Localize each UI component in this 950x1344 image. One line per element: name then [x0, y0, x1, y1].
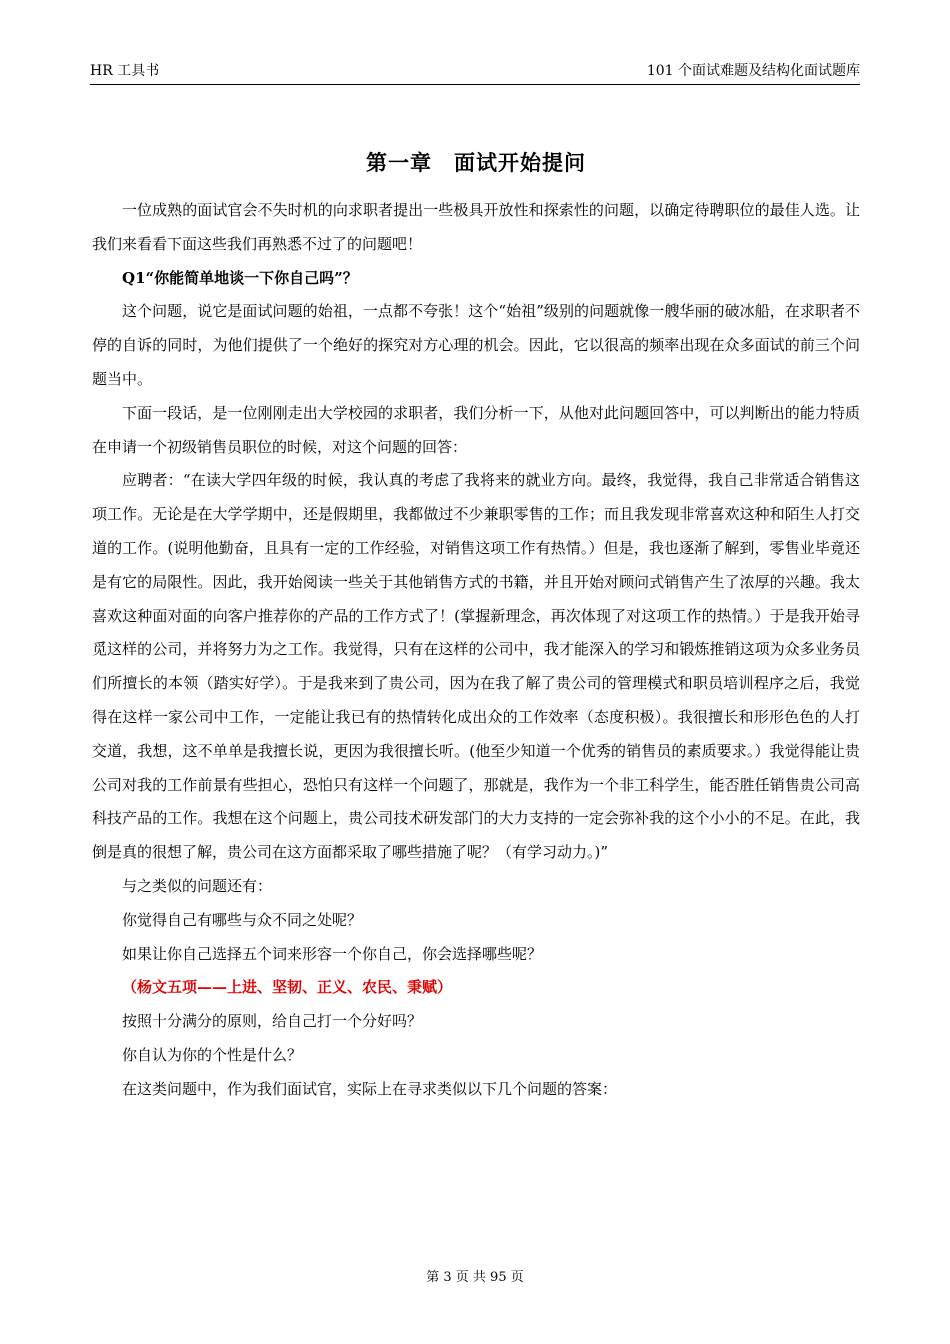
- page-content: [92, 148, 860, 1107]
- question-item: 如果让你自己选择五个词来形容一个你自己，你会选择哪些呢？: [122, 944, 543, 963]
- question-item: 你觉得自己有哪些与众不同之处呢？: [122, 910, 363, 929]
- question-item: 你自认为你的个性是什么？: [122, 1045, 303, 1064]
- paragraph: 在这类问题中，作为我们面试官，实际上在寻求类似以下几个问题的答案：: [122, 1079, 618, 1098]
- chapter-title: 第一章 面试开始提问: [366, 151, 586, 175]
- page-header: [90, 56, 860, 85]
- paragraph-list: [92, 194, 860, 1107]
- header-right-label: 101 个面试难题及结构化面试题库: [646, 63, 860, 79]
- applicant-answer: 应聘者：“在读大学四年级的时候，我认真的考虑了我将来的就业方向。最终，我觉得，我自己非常适合销售这项工作。无论是在大学学期中，还是假期里，我都做过不少兼职零售的工作；而且我发现非常喜欢这种和陌生人打交道的工作。(说明他勤奋，且具有一定的工作经验，对销售这项工作有热情。）但是，我也逐渐了解到，零售业毕竟还是有它的局限性。因此，我开始阅读一些关于其他销售方式的书籍，并且开始对顾问式销售产生了浓厚的兴趣。我太喜欢这种面对面的向客户推荐你的产品的工作方式了！(掌握新理念，再次体现了对这项工作的热情。）于是我开始寻觅这样的公司，并将努力为之工作。我觉得，只有在这样的公司中，我才能深入的学习和锻炼推销这项为众多业务员们所擅长的本领（踏实好学）。于是我来到了贵公司，因为在我了解了贵公司的管理模式和职员培训程序之后，我觉得在这样一家公司中工作，一定能让我已有的热情转化成出众的工作效率（态度积极）。我很擅长和形形色色的人打交道，我想，这不单单是我擅长说，更因为我很擅长听。(他至少知道一个优秀的销售员的素质要求。）我觉得能让贵公司对我的工作前景有些担心，恐怕只有这样一个问题了，那就是，我作为一个非工科学生，能否胜任销售贵公司高科技产品的工作。我想在这个问题上，贵公司技术研发部门的大力支持的一定会弥补我的这个小小的不足。在此，我倒是真的很想了解，贵公司在这方面都采取了哪些措施了呢？（有学习动力。)”: [92, 471, 860, 862]
- red-annotation: （杨文五项——上进、坚韧、正义、农民、秉赋）: [122, 978, 453, 997]
- paragraph: 这个问题，说它是面试问题的始祖，一点都不夸张！这个“始祖”级别的问题就像一艘华丽的破冰船，在求职者不停的自诉的同时，为他们提供了一个绝好的探究对方心理的机会。因此，它以很高的频率出现在众多面试的前三个问题当中。: [92, 302, 860, 388]
- paragraph: 与之类似的问题还有：: [122, 876, 273, 895]
- question-heading: Q1“你能简单地谈一下你自己吗”？: [122, 268, 358, 287]
- question-item: 按照十分满分的原则，给自己打一个分好吗？: [122, 1012, 423, 1031]
- page-footer: 第 3 页 共 95 页: [426, 1270, 524, 1285]
- paragraph: 下面一段话，是一位刚刚走出大学校园的求职者，我们分析一下，从他对此问题回答中，可以判断出的能力特质在申请一个初级销售员职位的时候，对这个问题的回答：: [92, 403, 860, 456]
- paragraph: 一位成熟的面试官会不失时机的向求职者提出一些极具开放性和探索性的问题，以确定待聘职位的最佳人选。让我们来看看下面这些我们再熟悉不过了的问题吧！: [92, 201, 860, 253]
- header-left-label: HR 工具书: [90, 63, 160, 79]
